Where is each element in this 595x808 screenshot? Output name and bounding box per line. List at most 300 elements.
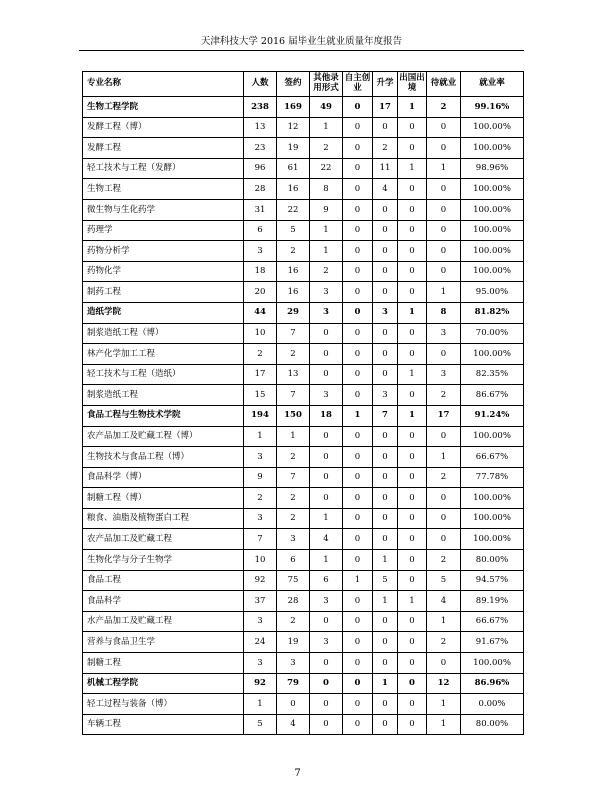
table-cell: 0 xyxy=(373,694,398,715)
table-cell: 3 xyxy=(310,591,343,612)
table-cell: 6 xyxy=(310,570,343,591)
table-cell: 5 xyxy=(373,570,398,591)
table-cell: 0 xyxy=(343,117,373,138)
table-cell: 24 xyxy=(244,632,277,653)
table-cell: 37 xyxy=(244,591,277,612)
table-row xyxy=(83,467,524,488)
table-cell: 3 xyxy=(310,632,343,653)
table-cell: 0 xyxy=(343,653,373,674)
table-cell: 0 xyxy=(427,529,461,550)
major-name-cell: 药理学 xyxy=(83,220,244,241)
table-cell: 1 xyxy=(277,426,310,447)
table-cell: 0 xyxy=(373,632,398,653)
table-cell: 17 xyxy=(244,364,277,385)
table-cell: 7 xyxy=(277,323,310,344)
table-row xyxy=(83,199,524,220)
table-cell: 7 xyxy=(277,385,310,406)
table-row xyxy=(83,653,524,674)
table-cell: 79 xyxy=(277,673,310,694)
table-cell: 0 xyxy=(427,220,461,241)
table-row xyxy=(83,364,524,385)
table-cell: 3 xyxy=(244,611,277,632)
table-cell: 0 xyxy=(427,508,461,529)
table-cell: 96 xyxy=(244,158,277,179)
table-cell: 44 xyxy=(244,302,277,323)
table-cell: 2 xyxy=(427,550,461,571)
table-cell: 2 xyxy=(373,138,398,159)
table-cell: 28 xyxy=(244,179,277,200)
column-header: 专业名称 xyxy=(83,72,244,97)
table-cell: 0 xyxy=(427,138,461,159)
table-cell: 1 xyxy=(427,611,461,632)
table-cell: 95.00% xyxy=(461,282,524,303)
table-cell: 100.00% xyxy=(461,199,524,220)
table-cell: 238 xyxy=(244,97,277,118)
table-cell: 0 xyxy=(343,550,373,571)
table-cell: 0 xyxy=(427,261,461,282)
table-cell: 0 xyxy=(373,220,398,241)
table-cell: 1 xyxy=(310,508,343,529)
table-cell: 10 xyxy=(244,550,277,571)
table-cell: 0 xyxy=(373,241,398,262)
table-cell: 12 xyxy=(277,117,310,138)
table-cell: 0 xyxy=(398,611,427,632)
table-cell: 0 xyxy=(373,467,398,488)
table-cell: 1 xyxy=(343,570,373,591)
table-cell: 0 xyxy=(343,344,373,365)
table-cell: 0 xyxy=(427,117,461,138)
table-cell: 100.00% xyxy=(461,220,524,241)
table-cell: 94.57% xyxy=(461,570,524,591)
table-cell: 0 xyxy=(427,199,461,220)
table-cell: 0 xyxy=(310,467,343,488)
major-name-cell: 林产化学加工工程 xyxy=(83,344,244,365)
table-cell: 0 xyxy=(398,344,427,365)
table-cell: 0 xyxy=(427,426,461,447)
table-cell: 0 xyxy=(310,694,343,715)
table-cell: 77.78% xyxy=(461,467,524,488)
table-cell: 0 xyxy=(373,199,398,220)
table-row xyxy=(83,220,524,241)
table-cell: 0 xyxy=(398,488,427,509)
college-row xyxy=(83,673,524,694)
table-cell: 1 xyxy=(244,694,277,715)
table-cell: 6 xyxy=(244,220,277,241)
column-header: 签约 xyxy=(277,72,310,97)
table-cell: 0 xyxy=(343,97,373,118)
column-header: 其他录用形式 xyxy=(310,72,343,97)
table-cell: 0 xyxy=(310,488,343,509)
table-cell: 2 xyxy=(310,138,343,159)
table-cell: 0 xyxy=(398,199,427,220)
table-cell: 0 xyxy=(398,138,427,159)
table-cell: 0 xyxy=(343,323,373,344)
table-cell: 0 xyxy=(373,364,398,385)
table-cell: 1 xyxy=(398,405,427,426)
table-cell: 22 xyxy=(310,158,343,179)
table-cell: 0 xyxy=(310,426,343,447)
table-row xyxy=(83,550,524,571)
table-cell: 0 xyxy=(310,364,343,385)
table-row xyxy=(83,529,524,550)
table-row xyxy=(83,323,524,344)
table-cell: 0 xyxy=(398,467,427,488)
table-cell: 0 xyxy=(343,467,373,488)
table-cell: 13 xyxy=(277,364,310,385)
table-cell: 0 xyxy=(398,117,427,138)
major-name-cell: 发酵工程 xyxy=(83,138,244,159)
table-cell: 1 xyxy=(310,117,343,138)
table-cell: 150 xyxy=(277,405,310,426)
table-row xyxy=(83,447,524,468)
major-name-cell: 轻工技术与工程（造纸） xyxy=(83,364,244,385)
table-cell: 18 xyxy=(310,405,343,426)
table-cell: 0 xyxy=(343,694,373,715)
table-cell: 0 xyxy=(343,714,373,735)
table-cell: 0 xyxy=(373,508,398,529)
table-cell: 0 xyxy=(343,282,373,303)
table-cell: 29 xyxy=(277,302,310,323)
table-cell: 0 xyxy=(398,282,427,303)
major-name-cell: 粮食、油脂及植物蛋白工程 xyxy=(83,508,244,529)
table-cell: 2 xyxy=(427,632,461,653)
page-header: 天津科技大学 2016 届毕业生就业质量年度报告 xyxy=(79,33,524,51)
table-cell: 0 xyxy=(398,508,427,529)
table-row xyxy=(83,117,524,138)
table-cell: 0 xyxy=(343,179,373,200)
table-cell: 0 xyxy=(398,714,427,735)
major-name-cell: 食品科学 xyxy=(83,591,244,612)
major-name-cell: 农产品加工及贮藏工程 xyxy=(83,529,244,550)
table-cell: 1 xyxy=(427,158,461,179)
major-name-cell: 车辆工程 xyxy=(83,714,244,735)
table-cell: 100.00% xyxy=(461,179,524,200)
table-cell: 3 xyxy=(244,447,277,468)
table-cell: 0 xyxy=(373,261,398,282)
table-cell: 0 xyxy=(277,694,310,715)
table-cell: 0 xyxy=(373,323,398,344)
table-cell: 0 xyxy=(343,385,373,406)
table-cell: 2 xyxy=(244,488,277,509)
table-header-row xyxy=(83,72,524,97)
major-name-cell: 生物化学与分子生物学 xyxy=(83,550,244,571)
table-row xyxy=(83,179,524,200)
table-cell: 4 xyxy=(427,591,461,612)
table-cell: 1 xyxy=(398,364,427,385)
table-row xyxy=(83,591,524,612)
major-name-cell: 生物技术与食品工程（博） xyxy=(83,447,244,468)
column-header: 出国出境 xyxy=(398,72,427,97)
employment-table xyxy=(82,71,524,735)
table-cell: 0 xyxy=(398,570,427,591)
table-cell: 0 xyxy=(343,426,373,447)
table-cell: 2 xyxy=(427,97,461,118)
table-cell: 8 xyxy=(310,179,343,200)
table-cell: 2 xyxy=(427,467,461,488)
table-cell: 0.00% xyxy=(461,694,524,715)
major-name-cell: 营养与食品卫生学 xyxy=(83,632,244,653)
table-cell: 0 xyxy=(343,302,373,323)
table-cell: 0 xyxy=(427,241,461,262)
table-cell: 100.00% xyxy=(461,488,524,509)
table-cell: 9 xyxy=(310,199,343,220)
table-cell: 100.00% xyxy=(461,529,524,550)
table-cell: 7 xyxy=(277,467,310,488)
column-header: 人数 xyxy=(244,72,277,97)
table-cell: 28 xyxy=(277,591,310,612)
table-cell: 22 xyxy=(277,199,310,220)
major-name-cell: 发酵工程（博） xyxy=(83,117,244,138)
table-row xyxy=(83,241,524,262)
table-cell: 1 xyxy=(427,694,461,715)
major-name-cell: 机械工程学院 xyxy=(83,673,244,694)
table-cell: 31 xyxy=(244,199,277,220)
table-cell: 92 xyxy=(244,673,277,694)
table-cell: 0 xyxy=(398,323,427,344)
major-name-cell: 食品科学（博） xyxy=(83,467,244,488)
major-name-cell: 造纸学院 xyxy=(83,302,244,323)
table-cell: 0 xyxy=(343,632,373,653)
table-row xyxy=(83,508,524,529)
table-cell: 0 xyxy=(398,179,427,200)
table-cell: 0 xyxy=(398,673,427,694)
table-cell: 16 xyxy=(277,261,310,282)
table-row xyxy=(83,714,524,735)
table-cell: 2 xyxy=(277,488,310,509)
column-header: 自主创业 xyxy=(343,72,373,97)
table-cell: 3 xyxy=(244,241,277,262)
table-cell: 0 xyxy=(398,653,427,674)
column-header: 待就业 xyxy=(427,72,461,97)
table-cell: 100.00% xyxy=(461,117,524,138)
table-cell: 3 xyxy=(373,385,398,406)
table-cell: 0 xyxy=(310,714,343,735)
column-header: 就业率 xyxy=(461,72,524,97)
table-cell: 0 xyxy=(398,632,427,653)
table-cell: 3 xyxy=(310,385,343,406)
table-cell: 0 xyxy=(343,241,373,262)
table-cell: 0 xyxy=(343,447,373,468)
table-cell: 10 xyxy=(244,323,277,344)
table-cell: 1 xyxy=(244,426,277,447)
table-cell: 3 xyxy=(310,282,343,303)
table-cell: 0 xyxy=(373,344,398,365)
table-cell: 0 xyxy=(398,529,427,550)
table-cell: 5 xyxy=(244,714,277,735)
table-cell: 2 xyxy=(277,611,310,632)
table-cell: 0 xyxy=(373,714,398,735)
major-name-cell: 生物工程 xyxy=(83,179,244,200)
table-cell: 1 xyxy=(310,241,343,262)
table-cell: 0 xyxy=(373,653,398,674)
table-cell: 0 xyxy=(343,591,373,612)
table-cell: 3 xyxy=(277,529,310,550)
table-row xyxy=(83,488,524,509)
table-row xyxy=(83,138,524,159)
major-name-cell: 制糖工程（博） xyxy=(83,488,244,509)
table-cell: 2 xyxy=(310,261,343,282)
table-cell: 0 xyxy=(398,550,427,571)
table-cell: 86.96% xyxy=(461,673,524,694)
table-cell: 23 xyxy=(244,138,277,159)
table-cell: 2 xyxy=(277,508,310,529)
major-name-cell: 生物工程学院 xyxy=(83,97,244,118)
table-cell: 1 xyxy=(343,405,373,426)
table-cell: 5 xyxy=(427,570,461,591)
table-cell: 2 xyxy=(277,241,310,262)
table-cell: 86.67% xyxy=(461,385,524,406)
table-cell: 1 xyxy=(427,282,461,303)
table-cell: 11 xyxy=(373,158,398,179)
major-name-cell: 轻工过程与装备（博） xyxy=(83,694,244,715)
table-cell: 194 xyxy=(244,405,277,426)
table-cell: 7 xyxy=(244,529,277,550)
major-name-cell: 制糖工程 xyxy=(83,653,244,674)
table-cell: 99.16% xyxy=(461,97,524,118)
table-cell: 17 xyxy=(373,97,398,118)
table-row xyxy=(83,694,524,715)
table-cell: 100.00% xyxy=(461,344,524,365)
table-cell: 1 xyxy=(373,673,398,694)
table-cell: 0 xyxy=(343,529,373,550)
table-cell: 81.82% xyxy=(461,302,524,323)
table-row xyxy=(83,344,524,365)
table-row xyxy=(83,261,524,282)
table-cell: 169 xyxy=(277,97,310,118)
table-cell: 1 xyxy=(398,158,427,179)
table-cell: 0 xyxy=(373,426,398,447)
major-name-cell: 食品工程 xyxy=(83,570,244,591)
table-cell: 20 xyxy=(244,282,277,303)
table-cell: 0 xyxy=(427,488,461,509)
table-cell: 17 xyxy=(427,405,461,426)
table-cell: 0 xyxy=(343,364,373,385)
table-cell: 0 xyxy=(343,158,373,179)
table-cell: 0 xyxy=(343,199,373,220)
table-cell: 0 xyxy=(343,261,373,282)
table-cell: 19 xyxy=(277,138,310,159)
table-cell: 0 xyxy=(398,447,427,468)
table-cell: 6 xyxy=(277,550,310,571)
table-cell: 66.67% xyxy=(461,447,524,468)
table-cell: 100.00% xyxy=(461,138,524,159)
table-cell: 3 xyxy=(427,364,461,385)
table-cell: 75 xyxy=(277,570,310,591)
table-cell: 100.00% xyxy=(461,653,524,674)
table-cell: 0 xyxy=(398,241,427,262)
table-cell: 0 xyxy=(373,282,398,303)
table-cell: 8 xyxy=(427,302,461,323)
table-cell: 18 xyxy=(244,261,277,282)
table-cell: 0 xyxy=(310,611,343,632)
major-name-cell: 轻工技术与工程（发酵） xyxy=(83,158,244,179)
table-cell: 92 xyxy=(244,570,277,591)
table-cell: 1 xyxy=(310,220,343,241)
table-row xyxy=(83,385,524,406)
table-cell: 5 xyxy=(277,220,310,241)
page-number: 7 xyxy=(294,768,301,779)
major-name-cell: 制浆造纸工程（博） xyxy=(83,323,244,344)
table-cell: 0 xyxy=(343,220,373,241)
table-cell: 98.96% xyxy=(461,158,524,179)
table-cell: 3 xyxy=(427,323,461,344)
major-name-cell: 药物化学 xyxy=(83,261,244,282)
table-cell: 1 xyxy=(373,550,398,571)
table-cell: 100.00% xyxy=(461,508,524,529)
table-cell: 91.67% xyxy=(461,632,524,653)
table-cell: 82.35% xyxy=(461,364,524,385)
table-cell: 100.00% xyxy=(461,426,524,447)
major-name-cell: 水产品加工及贮藏工程 xyxy=(83,611,244,632)
table-cell: 0 xyxy=(398,220,427,241)
table-cell: 0 xyxy=(427,179,461,200)
table-cell: 7 xyxy=(373,405,398,426)
table-cell: 80.00% xyxy=(461,550,524,571)
table-cell: 0 xyxy=(398,385,427,406)
table-cell: 2 xyxy=(244,344,277,365)
table-row xyxy=(83,158,524,179)
table-cell: 1 xyxy=(427,447,461,468)
table-cell: 3 xyxy=(244,653,277,674)
major-name-cell: 制浆造纸工程 xyxy=(83,385,244,406)
table-cell: 12 xyxy=(427,673,461,694)
college-row xyxy=(83,97,524,118)
table-cell: 19 xyxy=(277,632,310,653)
table-cell: 4 xyxy=(310,529,343,550)
table-cell: 2 xyxy=(427,385,461,406)
table-cell: 3 xyxy=(244,508,277,529)
table-cell: 4 xyxy=(277,714,310,735)
major-name-cell: 农产品加工及贮藏工程（博） xyxy=(83,426,244,447)
table-cell: 0 xyxy=(373,529,398,550)
table-cell: 66.67% xyxy=(461,611,524,632)
table-cell: 100.00% xyxy=(461,241,524,262)
table-cell: 0 xyxy=(427,653,461,674)
table-cell: 0 xyxy=(310,323,343,344)
table-cell: 15 xyxy=(244,385,277,406)
table-cell: 4 xyxy=(373,179,398,200)
table-cell: 2 xyxy=(277,344,310,365)
table-cell: 89.19% xyxy=(461,591,524,612)
table-cell: 1 xyxy=(427,714,461,735)
table-cell: 0 xyxy=(343,611,373,632)
table-cell: 0 xyxy=(373,447,398,468)
table-row xyxy=(83,570,524,591)
table-cell: 0 xyxy=(343,673,373,694)
table-cell: 2 xyxy=(277,447,310,468)
table-row xyxy=(83,632,524,653)
table-cell: 1 xyxy=(398,97,427,118)
table-cell: 0 xyxy=(373,117,398,138)
table-cell: 1 xyxy=(398,591,427,612)
major-name-cell: 微生物与生化药学 xyxy=(83,199,244,220)
table-cell: 0 xyxy=(398,426,427,447)
table-cell: 1 xyxy=(310,550,343,571)
table-cell: 0 xyxy=(398,261,427,282)
table-cell: 0 xyxy=(427,344,461,365)
table-cell: 0 xyxy=(373,488,398,509)
table-row xyxy=(83,611,524,632)
table-cell: 0 xyxy=(398,694,427,715)
table-cell: 0 xyxy=(310,447,343,468)
table-cell: 3 xyxy=(277,653,310,674)
table-cell: 1 xyxy=(398,302,427,323)
table-cell: 16 xyxy=(277,282,310,303)
table-cell: 70.00% xyxy=(461,323,524,344)
table-cell: 13 xyxy=(244,117,277,138)
table-cell: 16 xyxy=(277,179,310,200)
table-cell: 91.24% xyxy=(461,405,524,426)
